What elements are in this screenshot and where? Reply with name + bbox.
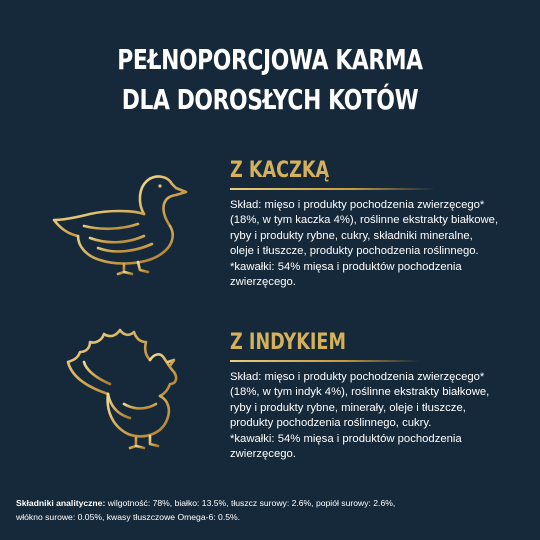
description-line: Skład: mięso i produkty pochodzenia zwierzęcego* (230, 371, 485, 383)
variant-title-turkey: Z INDYKIEM (230, 330, 346, 355)
description-line: *kawałki: 54% mięsa i produktów pochodzenia (230, 260, 462, 273)
description-line: zwierzęcego. (230, 448, 296, 461)
description-line: (18%, w tym indyk 4%), roślinne ekstrakty białkowe, (230, 386, 490, 399)
title-underline (230, 188, 435, 190)
description-line: produkty pochodzenia roślinnego, cukry. (230, 417, 432, 430)
description-line: ryby i produkty rybne, cukry, składniki mineralne, (230, 229, 473, 242)
analytical-constituents (16, 496, 531, 524)
footer-line-1 (16, 496, 531, 510)
description-line: Skład: mięso i produkty pochodzenia zwierzęcego* (230, 199, 485, 211)
description-line: (18%, w tym kaczka 4%), roślinne ekstrakty białkowe, (230, 214, 499, 227)
description-line: *kawałki: 54% mięsa i produktów pochodzenia (230, 432, 462, 445)
headline (0, 40, 540, 120)
variant-description-duck (230, 198, 530, 290)
variant-duck (0, 158, 540, 318)
duck-icon (48, 164, 188, 276)
turkey-icon (50, 318, 190, 458)
description-line: oleje i tłuszcze, produkty pochodzenia roślinnego. (230, 245, 479, 258)
variant-description-turkey (230, 370, 530, 462)
footer-line-2: włókno surowe: 0.05%, kwasy tłuszczowe Omega-6: 0.5%. (16, 512, 241, 522)
title-underline (230, 360, 420, 362)
headline-line-1: PEŁNOPORCJOWA KARMA (117, 43, 423, 76)
footer-values-1: wilgotność: 78%, białko: 13.5%, tłuszcz surowy: 2.6%, popiół surowy: 2.6%, (105, 498, 396, 508)
footer-label: Składniki analityczne: (16, 498, 106, 508)
description-line: zwierzęcego. (230, 276, 296, 289)
description-line: ryby i produkty rybne, minerały, oleje i tłuszcze, (230, 401, 466, 414)
variant-title-duck: Z KACZKĄ (230, 158, 330, 183)
headline-line-2: DLA DOROSŁYCH KOTÓW (121, 83, 419, 116)
variant-turkey (0, 330, 540, 490)
